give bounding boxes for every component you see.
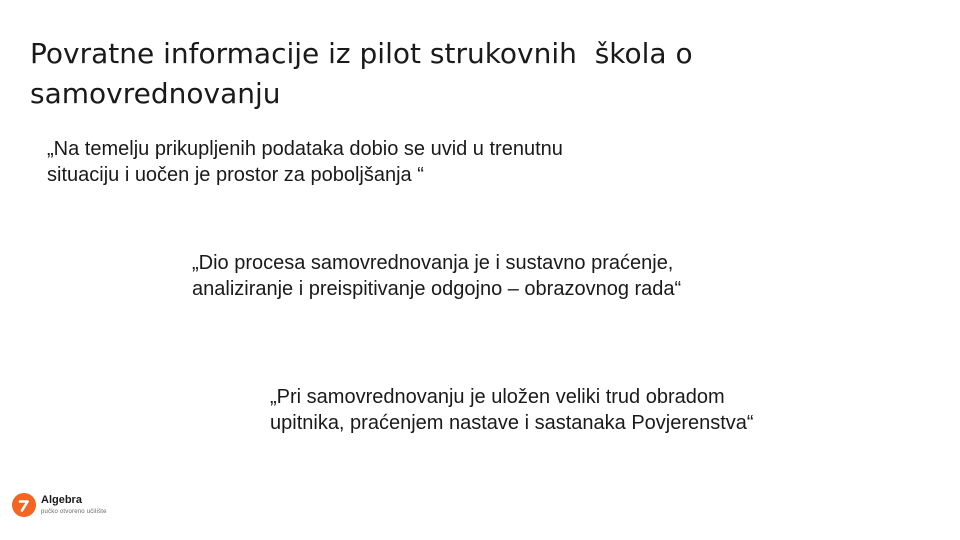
slide-title: Povratne informacije iz pilot strukovnih škola o samovrednovanju [30, 37, 702, 110]
quote-3-line-1: „Pri samovrednovanju je uložen veliki trud obradom [270, 386, 725, 408]
quote-3 [270, 384, 754, 436]
quote-3-line-2: upitnika, praćenjem nastave i sastanaka Povjerenstva“ [270, 412, 754, 434]
quote-1 [47, 136, 563, 188]
algebra-logo-icon [12, 493, 36, 517]
logo-name: Algebra [41, 494, 82, 506]
quote-2-line-2: analiziranje i preispitivanje odgojno – obrazovnog rada“ [192, 278, 682, 300]
logo-text [41, 495, 107, 515]
quote-1-line-1: „Na temelju prikupljenih podataka dobio se uvid u trenutnu [47, 138, 563, 160]
algebra-logo [12, 493, 107, 517]
quote-2-line-1: „Dio procesa samovrednovanja je i sustavno praćenje, [192, 252, 674, 274]
quote-2 [192, 250, 681, 302]
logo-tagline: pučko otvoreno učilište [41, 509, 107, 515]
quote-1-line-2: situaciju i uočen je prostor za poboljšanja “ [47, 164, 424, 186]
